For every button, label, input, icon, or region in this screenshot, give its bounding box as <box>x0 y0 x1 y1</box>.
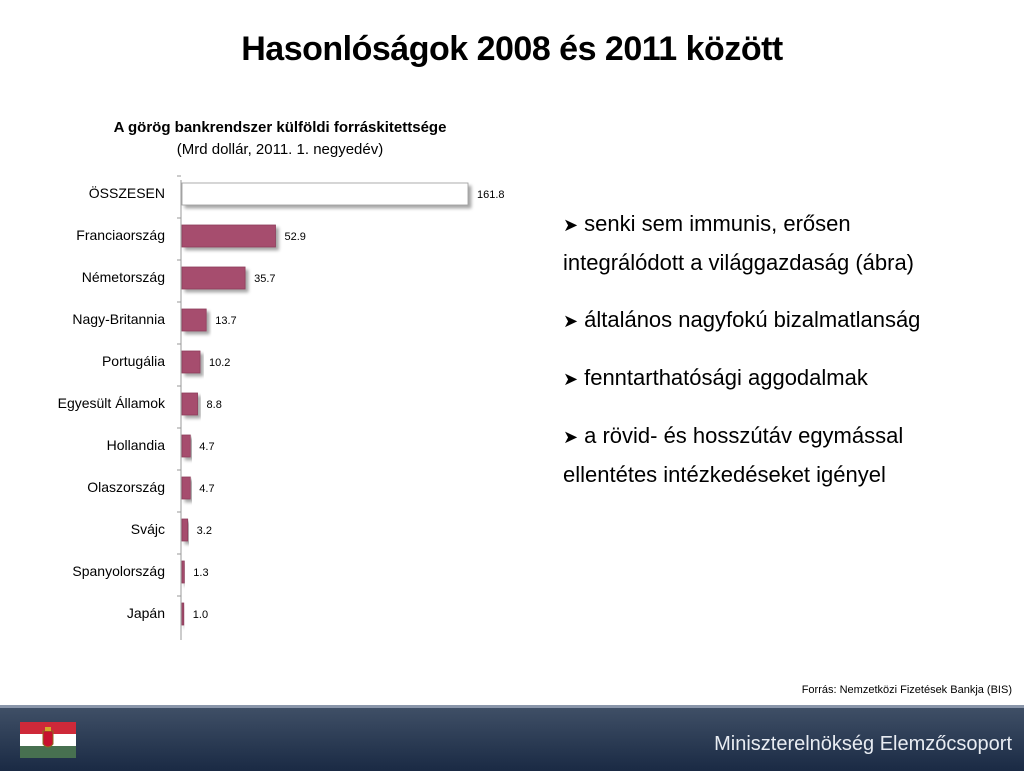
data-label: 4.7 <box>199 441 215 453</box>
data-label: 35.7 <box>254 273 276 285</box>
chart-title: A görög bankrendszer külföldi forráskitettsége <box>113 119 447 136</box>
data-label: 3.2 <box>196 525 212 537</box>
chevron-right-icon: ➤ <box>563 311 579 331</box>
footer-bar <box>0 705 1024 771</box>
bar <box>182 267 245 289</box>
data-label: 161.8 <box>477 189 505 201</box>
bar <box>182 435 190 457</box>
data-label: 13.7 <box>215 315 237 327</box>
data-label: 1.0 <box>192 609 209 621</box>
data-label: 52.9 <box>284 231 306 243</box>
bar <box>182 225 276 247</box>
bar <box>182 561 184 583</box>
source-note: Forrás: Nemzetközi Fizetések Bankja (BIS) <box>801 684 1012 696</box>
bar <box>182 603 184 625</box>
category-label: Japán <box>126 605 165 621</box>
hungarian-flag-icon <box>20 722 76 758</box>
category-label: Németország <box>81 269 165 285</box>
bullet-item: ➤ a rövid- és hosszútáv egymással ellentétes intézkedéseket igényel <box>563 423 904 487</box>
bar <box>182 477 190 499</box>
bar <box>182 309 206 331</box>
bar-total <box>182 183 468 205</box>
category-label: Portugália <box>101 353 165 369</box>
bar <box>182 393 198 415</box>
bar <box>182 351 200 373</box>
category-label: Nagy-Britannia <box>72 311 165 327</box>
footer-org-name: Miniszterelnökség Elemzőcsoport <box>714 733 1012 755</box>
data-label: 8.8 <box>206 399 222 411</box>
chevron-right-icon: ➤ <box>563 215 579 235</box>
category-label: Svájc <box>130 521 165 537</box>
chevron-right-icon: ➤ <box>563 369 579 389</box>
data-label: 1.3 <box>193 567 209 579</box>
category-label: Olaszország <box>87 479 165 495</box>
category-label: Spanyolország <box>72 563 165 579</box>
category-label: Franciaország <box>76 227 165 243</box>
bar <box>182 519 188 541</box>
data-label: 4.7 <box>199 483 215 495</box>
bullet-item: ➤ általános nagyfokú bizalmatlanság <box>563 307 921 332</box>
bullet-item: ➤ fenntarthatósági aggodalmak <box>563 365 868 390</box>
category-label: ÖSSZESEN <box>88 185 165 201</box>
data-label: 10.2 <box>209 357 231 369</box>
category-label: Egyesült Államok <box>57 395 165 411</box>
bullet-item: ➤ senki sem immunis, erősen integrálódott a világgazdaság (ábra) <box>563 211 915 275</box>
bullet-list <box>563 205 963 513</box>
category-label: Hollandia <box>106 437 165 453</box>
chevron-right-icon: ➤ <box>563 427 579 447</box>
slide-title: Hasonlóságok 2008 és 2011 között <box>241 30 783 68</box>
chart-subtitle: (Mrd dollár, 2011. 1. negyedév) <box>176 141 384 158</box>
bar-chart <box>0 170 530 640</box>
